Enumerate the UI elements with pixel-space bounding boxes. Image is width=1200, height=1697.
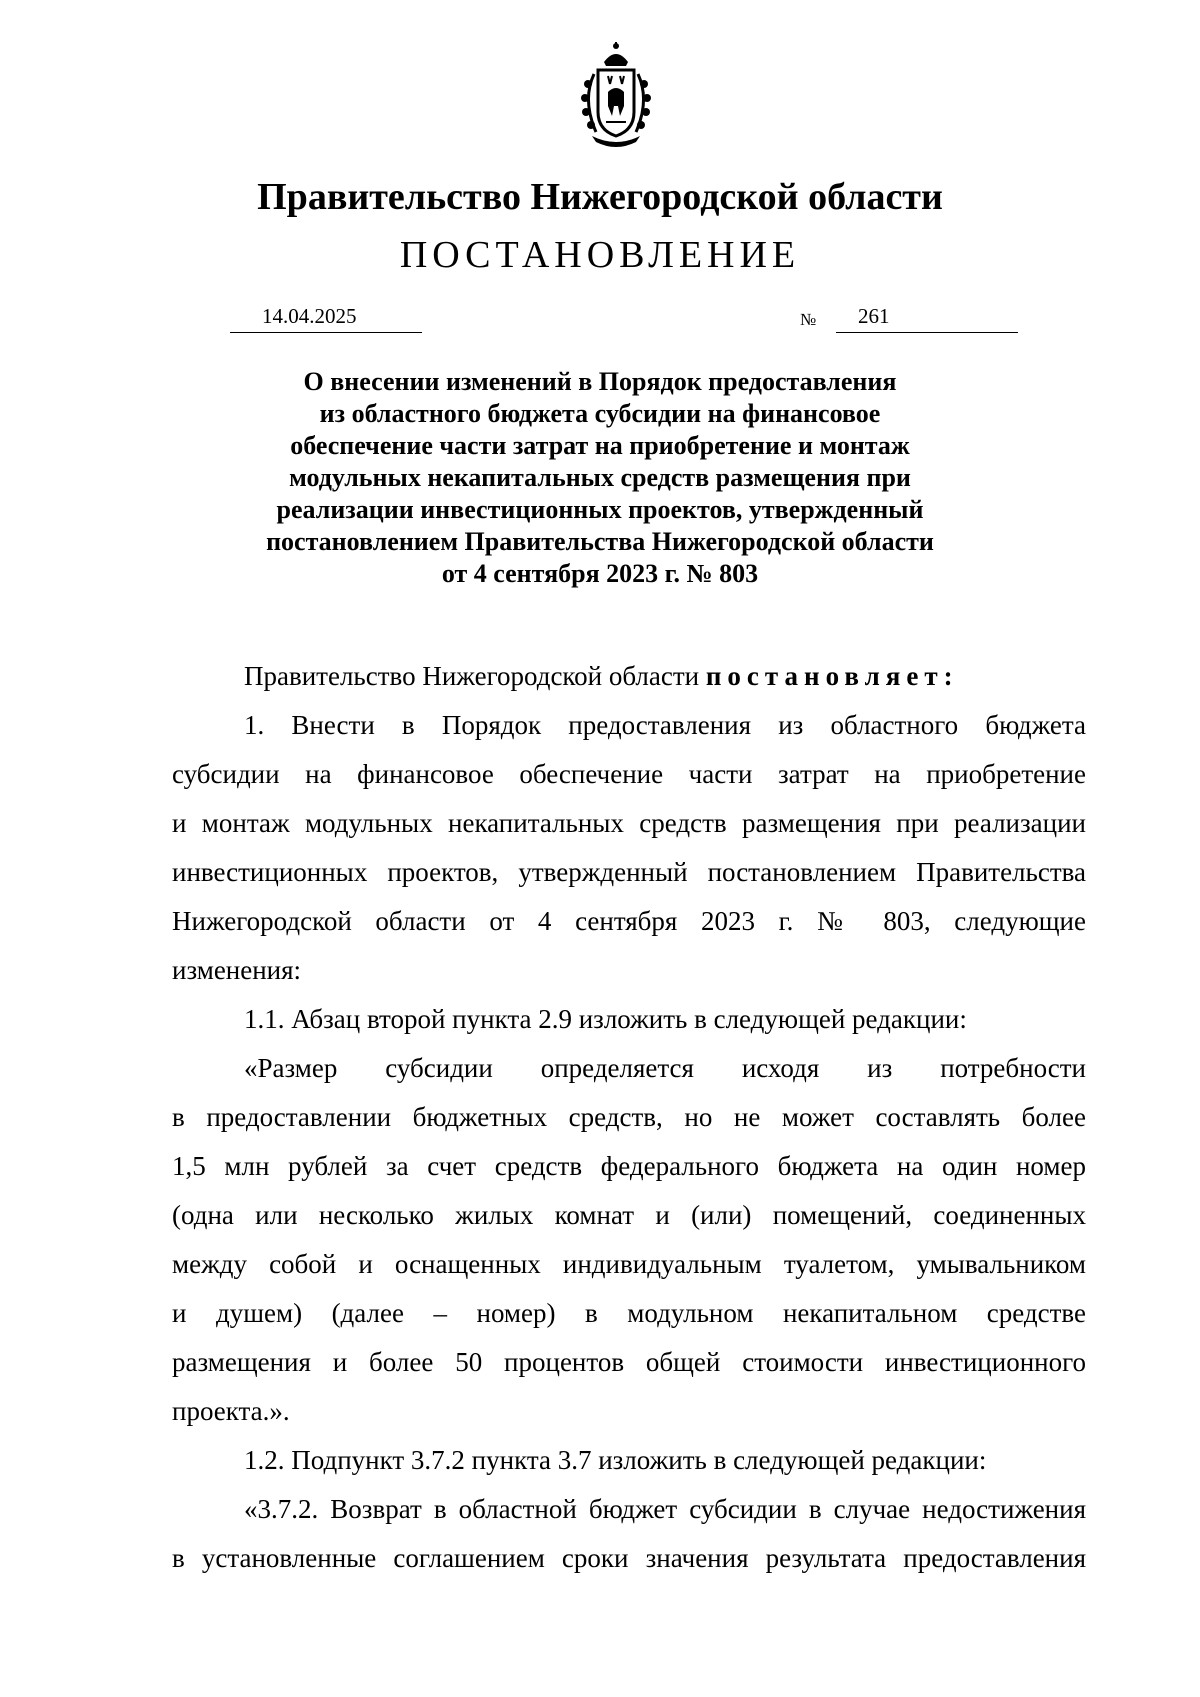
body-line: проекта.». (172, 1396, 290, 1426)
preamble-text: Правительство Нижегородской области (244, 661, 700, 691)
subject-line: обеспечение части затрат на приобретение и монтаж (290, 431, 910, 460)
body-line: в предоставлении бюджетных средств, но не может составлять более (172, 1102, 1086, 1132)
body-line: «3.7.2. Возврат в областной бюджет субсидии в случае недостижения (244, 1494, 1086, 1524)
preamble-decree-word: постановляет: (705, 661, 959, 691)
body-line: и монтаж модульных некапитальных средств размещения при реализации (172, 808, 1086, 838)
body-line: (одна или несколько жилых комнат и (или) помещений, соединенных (172, 1200, 1086, 1230)
document-type: ПОСТАНОВЛЕНИЕ (399, 234, 801, 276)
coat-of-arms-emblem (574, 40, 658, 150)
document-body (172, 652, 1086, 1583)
subject-line: модульных некапитальных средств размещения при (289, 463, 911, 492)
subject-line: О внесении изменений в Порядок предоставления (303, 367, 897, 396)
subject-line: из областного бюджета субсидии на финансовое (319, 399, 881, 428)
preamble (172, 652, 1086, 701)
government-title: Правительство Нижегородской области (257, 176, 943, 218)
body-line: «Размер субсидии определяется исходя из потребности (244, 1053, 1086, 1083)
body-line: инвестиционных проектов, утвержденный постановлением Правительства (172, 857, 1086, 887)
body-lines (172, 701, 1086, 1583)
body-line: Нижегородской области от 4 сентября 2023 г. № 803, следующие (172, 906, 1086, 936)
subject-line: от 4 сентября 2023 г. № 803 (441, 559, 759, 588)
body-line: 1.2. Подпункт 3.7.2 пункта 3.7 изложить в следующей редакции: (244, 1445, 987, 1475)
number-sign: № (800, 310, 817, 329)
document-subject (180, 366, 1020, 590)
date-field (230, 302, 422, 333)
body-line: 1,5 млн рублей за счет средств федерального бюджета на один номер (172, 1151, 1086, 1181)
body-line: между собой и оснащенных индивидуальным туалетом, умывальником (172, 1249, 1086, 1279)
body-line: размещения и более 50 процентов общей стоимости инвестиционного (172, 1347, 1086, 1377)
subject-line: реализации инвестиционных проектов, утвержденный (276, 495, 924, 524)
body-line: в установленные соглашением сроки значения результата предоставления (172, 1543, 1086, 1573)
body-line: изменения: (172, 955, 302, 985)
body-line: и душем) (далее – номер) в модульном некапитальном средстве (172, 1298, 1086, 1328)
body-line: 1. Внести в Порядок предоставления из областного бюджета (244, 710, 1086, 740)
document-date: 14.04.2025 (262, 304, 357, 328)
document-number: 261 (858, 304, 890, 328)
body-line: субсидии на финансовое обеспечение части затрат на приобретение (172, 759, 1086, 789)
subject-line: постановлением Правительства Нижегородской области (266, 527, 934, 556)
number-field (836, 302, 1018, 333)
body-line: 1.1. Абзац второй пункта 2.9 изложить в следующей редакции: (244, 1004, 967, 1034)
